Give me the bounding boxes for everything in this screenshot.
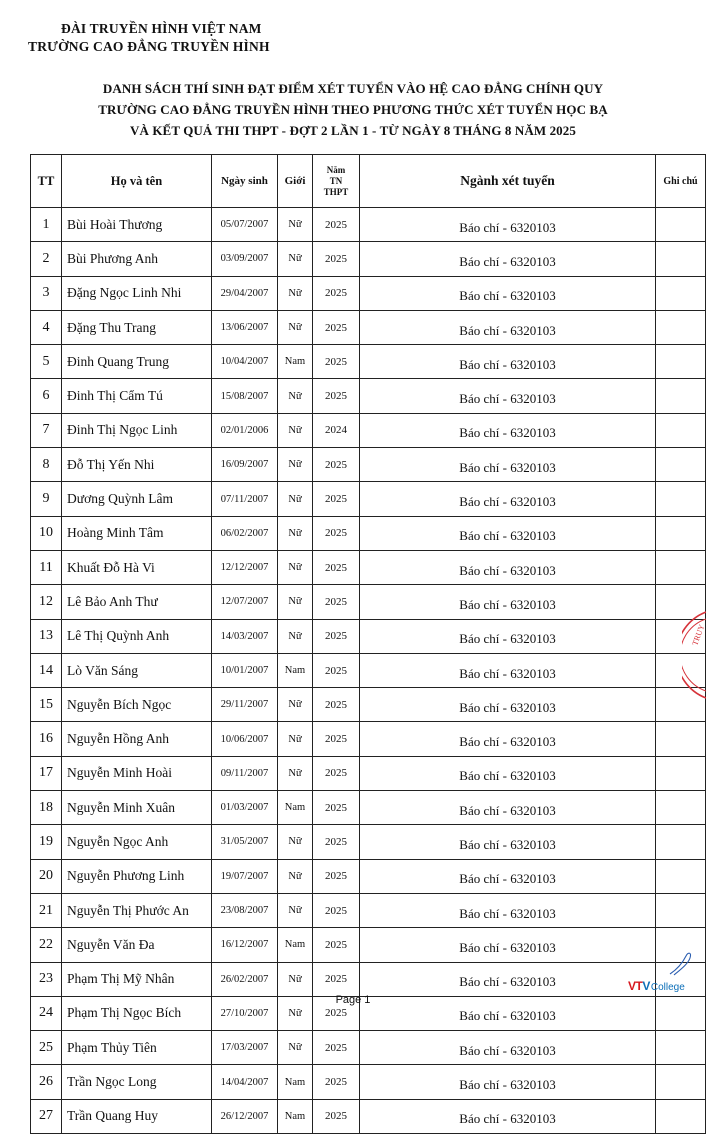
cell-name: Đinh Quang Trung: [62, 345, 212, 379]
cell-major: Báo chí - 6320103: [360, 242, 656, 276]
cell-note: [656, 859, 706, 893]
cell-name: Đặng Ngọc Linh Nhi: [62, 276, 212, 310]
cell-note: [656, 310, 706, 344]
cell-dob: 10/01/2007: [212, 653, 278, 687]
cell-major: Báo chí - 6320103: [360, 550, 656, 584]
cell-gender: Nữ: [278, 1031, 313, 1065]
title-line-1: DANH SÁCH THÍ SINH ĐẠT ĐIỂM XÉT TUYỂN VÀO HỆ CAO ĐẲNG CHÍNH QUY: [102, 81, 604, 96]
cell-gender: Nữ: [278, 482, 313, 516]
cell-dob: 13/06/2007: [212, 310, 278, 344]
cell-graduation-year: 2025: [313, 1065, 360, 1099]
page-number: Page 1: [335, 994, 371, 1006]
cell-graduation-year: 2025: [313, 585, 360, 619]
cell-tt: 12: [31, 585, 62, 619]
cell-note: [656, 345, 706, 379]
table-row: [31, 208, 706, 242]
cell-graduation-year: 2025: [313, 688, 360, 722]
table-row: [31, 756, 706, 790]
cell-graduation-year: 2025: [313, 893, 360, 927]
cell-major: Báo chí - 6320103: [360, 653, 656, 687]
table-row: [31, 893, 706, 927]
title-line-3: VÀ KẾT QUẢ THI THPT - ĐỢT 2 LẦN 1 - TỪ NGÀY 8 THÁNG 8 NĂM 2025: [130, 123, 576, 138]
cell-note: [656, 516, 706, 550]
cell-note: [656, 1099, 706, 1133]
cell-name: Nguyễn Văn Đa: [62, 928, 212, 962]
cell-name: Khuất Đỗ Hà Vi: [62, 550, 212, 584]
header-dob: Ngày sinh: [212, 155, 278, 208]
red-stamp: [682, 610, 706, 700]
cell-graduation-year: 2025: [313, 825, 360, 859]
cell-major: Báo chí - 6320103: [360, 1099, 656, 1133]
cell-gender: Nữ: [278, 208, 313, 242]
table-row: [31, 550, 706, 584]
cell-gender: Nữ: [278, 859, 313, 893]
vtv-college-logo: VT V College: [628, 979, 685, 993]
cell-tt: 9: [31, 482, 62, 516]
cell-graduation-year: 2025: [313, 448, 360, 482]
cell-graduation-year: 2025: [313, 962, 360, 996]
cell-major: Báo chí - 6320103: [360, 379, 656, 413]
cell-major: Báo chí - 6320103: [360, 962, 656, 996]
cell-tt: 6: [31, 379, 62, 413]
cell-gender: Nam: [278, 653, 313, 687]
cell-name: Nguyễn Minh Hoài: [62, 756, 212, 790]
table-row: [31, 653, 706, 687]
cell-gender: Nữ: [278, 448, 313, 482]
cell-dob: 29/04/2007: [212, 276, 278, 310]
cell-gender: Nữ: [278, 996, 313, 1030]
cell-graduation-year: 2025: [313, 619, 360, 653]
cell-note: [656, 791, 706, 825]
cell-major: Báo chí - 6320103: [360, 208, 656, 242]
cell-major: Báo chí - 6320103: [360, 756, 656, 790]
cell-graduation-year: 2025: [313, 756, 360, 790]
cell-name: Bùi Phương Anh: [62, 242, 212, 276]
cell-tt: 25: [31, 1031, 62, 1065]
cell-gender: Nữ: [278, 242, 313, 276]
cell-gender: Nữ: [278, 722, 313, 756]
table-row: [31, 448, 706, 482]
cell-major: Báo chí - 6320103: [360, 722, 656, 756]
cell-name: Lê Bảo Anh Thư: [62, 585, 212, 619]
cell-dob: 16/09/2007: [212, 448, 278, 482]
cell-dob: 26/12/2007: [212, 1099, 278, 1133]
table-row: [31, 379, 706, 413]
cell-dob: 31/05/2007: [212, 825, 278, 859]
cell-dob: 17/03/2007: [212, 1031, 278, 1065]
cell-tt: 1: [31, 208, 62, 242]
document-title: [0, 78, 706, 141]
cell-note: [656, 242, 706, 276]
cell-tt: 14: [31, 653, 62, 687]
cell-note: [656, 1031, 706, 1065]
org-name-parent: ĐÀI TRUYỀN HÌNH VIỆT NAM: [61, 21, 262, 36]
stamp-text: TRUY: [690, 623, 706, 647]
cell-gender: Nam: [278, 1099, 313, 1133]
org-name-school: TRƯỜNG CAO ĐẲNG TRUYỀN HÌNH: [28, 39, 270, 54]
cell-name: Trần Ngọc Long: [62, 1065, 212, 1099]
cell-graduation-year: 2025: [313, 276, 360, 310]
cell-tt: 18: [31, 791, 62, 825]
cell-graduation-year: 2025: [313, 1099, 360, 1133]
cell-gender: Nữ: [278, 585, 313, 619]
cell-tt: 13: [31, 619, 62, 653]
cell-graduation-year: 2025: [313, 345, 360, 379]
cell-gender: Nữ: [278, 379, 313, 413]
table-row: [31, 345, 706, 379]
cell-graduation-year: 2025: [313, 859, 360, 893]
cell-major: Báo chí - 6320103: [360, 413, 656, 447]
cell-major: Báo chí - 6320103: [360, 585, 656, 619]
cell-dob: 23/08/2007: [212, 893, 278, 927]
table-row: [31, 928, 706, 962]
table-row: [31, 585, 706, 619]
cell-dob: 16/12/2007: [212, 928, 278, 962]
table-row: [31, 516, 706, 550]
cell-major: Báo chí - 6320103: [360, 619, 656, 653]
cell-tt: 17: [31, 756, 62, 790]
table-row: [31, 722, 706, 756]
cell-note: [656, 756, 706, 790]
cell-tt: 16: [31, 722, 62, 756]
table-row: [31, 482, 706, 516]
cell-gender: Nữ: [278, 893, 313, 927]
cell-graduation-year: 2025: [313, 550, 360, 584]
cell-dob: 09/11/2007: [212, 756, 278, 790]
cell-dob: 10/04/2007: [212, 345, 278, 379]
title-line-2: TRƯỜNG CAO ĐẲNG TRUYỀN HÌNH THEO PHƯƠNG THỨC XÉT TUYỂN HỌC BẠ: [98, 102, 608, 117]
cell-major: Báo chí - 6320103: [360, 448, 656, 482]
table-row: [31, 688, 706, 722]
cell-note: [656, 893, 706, 927]
cell-tt: 20: [31, 859, 62, 893]
cell-note: [656, 550, 706, 584]
cell-note: [656, 722, 706, 756]
cell-gender: Nữ: [278, 276, 313, 310]
cell-major: Báo chí - 6320103: [360, 825, 656, 859]
cell-name: Đỗ Thị Yến Nhi: [62, 448, 212, 482]
cell-tt: 10: [31, 516, 62, 550]
cell-dob: 06/02/2007: [212, 516, 278, 550]
cell-tt: 19: [31, 825, 62, 859]
cell-gender: Nữ: [278, 688, 313, 722]
cell-name: Nguyễn Minh Xuân: [62, 791, 212, 825]
cell-note: [656, 413, 706, 447]
header-major: Ngành xét tuyển: [360, 155, 656, 208]
table-row: [31, 825, 706, 859]
header-tt: TT: [31, 155, 62, 208]
cell-note: [656, 825, 706, 859]
cell-gender: Nữ: [278, 619, 313, 653]
header-note: Ghi chú: [656, 155, 706, 208]
cell-graduation-year: 2025: [313, 722, 360, 756]
cell-major: Báo chí - 6320103: [360, 345, 656, 379]
table-row: [31, 619, 706, 653]
cell-graduation-year: 2025: [313, 928, 360, 962]
cell-dob: 14/04/2007: [212, 1065, 278, 1099]
cell-major: Báo chí - 6320103: [360, 893, 656, 927]
cell-name: Hoàng Minh Tâm: [62, 516, 212, 550]
cell-name: Phạm Thủy Tiên: [62, 1031, 212, 1065]
table-row: [31, 310, 706, 344]
cell-name: Đặng Thu Trang: [62, 310, 212, 344]
cell-gender: Nữ: [278, 825, 313, 859]
cell-note: [656, 379, 706, 413]
cell-dob: 07/11/2007: [212, 482, 278, 516]
cell-name: Đinh Thị Ngọc Linh: [62, 413, 212, 447]
cell-gender: Nữ: [278, 413, 313, 447]
cell-tt: 15: [31, 688, 62, 722]
cell-tt: 8: [31, 448, 62, 482]
cell-note: [656, 1065, 706, 1099]
cell-graduation-year: 2025: [313, 379, 360, 413]
candidate-table: [30, 154, 706, 1134]
cell-name: Nguyễn Thị Phước An: [62, 893, 212, 927]
table-row: [31, 1065, 706, 1099]
cell-major: Báo chí - 6320103: [360, 482, 656, 516]
cell-major: Báo chí - 6320103: [360, 859, 656, 893]
cell-name: Bùi Hoài Thương: [62, 208, 212, 242]
cell-note: [656, 276, 706, 310]
cell-major: Báo chí - 6320103: [360, 1031, 656, 1065]
cell-tt: 24: [31, 996, 62, 1030]
cell-name: Nguyễn Hồng Anh: [62, 722, 212, 756]
cell-graduation-year: 2025: [313, 516, 360, 550]
cell-major: Báo chí - 6320103: [360, 791, 656, 825]
cell-dob: 02/01/2006: [212, 413, 278, 447]
cell-gender: Nam: [278, 345, 313, 379]
cell-dob: 03/09/2007: [212, 242, 278, 276]
cell-dob: 15/08/2007: [212, 379, 278, 413]
cell-graduation-year: 2025: [313, 653, 360, 687]
table-row: [31, 1099, 706, 1133]
cell-graduation-year: 2025: [313, 996, 360, 1030]
cell-graduation-year: 2025: [313, 242, 360, 276]
cell-major: Báo chí - 6320103: [360, 996, 656, 1030]
cell-graduation-year: 2025: [313, 1031, 360, 1065]
cell-tt: 3: [31, 276, 62, 310]
cell-dob: 12/07/2007: [212, 585, 278, 619]
cell-tt: 21: [31, 893, 62, 927]
cell-gender: Nữ: [278, 516, 313, 550]
signature-mark: [668, 948, 696, 978]
cell-tt: 27: [31, 1099, 62, 1133]
cell-note: [656, 448, 706, 482]
table-row: [31, 962, 706, 996]
cell-gender: Nữ: [278, 310, 313, 344]
cell-tt: 2: [31, 242, 62, 276]
cell-dob: 19/07/2007: [212, 859, 278, 893]
cell-name: Nguyễn Ngọc Anh: [62, 825, 212, 859]
cell-dob: 12/12/2007: [212, 550, 278, 584]
cell-dob: 29/11/2007: [212, 688, 278, 722]
header-graduation-year: Năm TN THPT: [313, 155, 360, 208]
cell-gender: Nữ: [278, 756, 313, 790]
cell-tt: 7: [31, 413, 62, 447]
document-header: [28, 20, 270, 56]
cell-dob: 27/10/2007: [212, 996, 278, 1030]
cell-note: [656, 482, 706, 516]
table-header-row: [31, 155, 706, 208]
cell-graduation-year: 2025: [313, 310, 360, 344]
cell-dob: 26/02/2007: [212, 962, 278, 996]
cell-graduation-year: 2025: [313, 482, 360, 516]
cell-name: Đinh Thị Cẩm Tú: [62, 379, 212, 413]
cell-name: Phạm Thị Ngọc Bích: [62, 996, 212, 1030]
cell-tt: 4: [31, 310, 62, 344]
cell-major: Báo chí - 6320103: [360, 310, 656, 344]
table-row: [31, 859, 706, 893]
cell-dob: 01/03/2007: [212, 791, 278, 825]
header-gender: Giới: [278, 155, 313, 208]
cell-gender: Nam: [278, 928, 313, 962]
cell-name: Nguyễn Bích Ngọc: [62, 688, 212, 722]
cell-dob: 10/06/2007: [212, 722, 278, 756]
cell-major: Báo chí - 6320103: [360, 688, 656, 722]
cell-gender: Nam: [278, 1065, 313, 1099]
cell-tt: 5: [31, 345, 62, 379]
cell-name: Phạm Thị Mỹ Nhân: [62, 962, 212, 996]
cell-name: Nguyễn Phương Linh: [62, 859, 212, 893]
cell-name: Lê Thị Quỳnh Anh: [62, 619, 212, 653]
table-row: [31, 276, 706, 310]
cell-name: Trần Quang Huy: [62, 1099, 212, 1133]
cell-name: Dương Quỳnh Lâm: [62, 482, 212, 516]
table-row: [31, 242, 706, 276]
cell-gender: Nam: [278, 791, 313, 825]
cell-tt: 26: [31, 1065, 62, 1099]
cell-major: Báo chí - 6320103: [360, 516, 656, 550]
table-row: [31, 1031, 706, 1065]
cell-name: Lò Văn Sáng: [62, 653, 212, 687]
cell-tt: 23: [31, 962, 62, 996]
cell-major: Báo chí - 6320103: [360, 928, 656, 962]
cell-graduation-year: 2024: [313, 413, 360, 447]
header-name: Họ và tên: [62, 155, 212, 208]
table-row: [31, 413, 706, 447]
cell-major: Báo chí - 6320103: [360, 276, 656, 310]
table-row: [31, 791, 706, 825]
cell-graduation-year: 2025: [313, 208, 360, 242]
cell-dob: 05/07/2007: [212, 208, 278, 242]
cell-major: Báo chí - 6320103: [360, 1065, 656, 1099]
cell-tt: 11: [31, 550, 62, 584]
cell-gender: Nữ: [278, 962, 313, 996]
cell-graduation-year: 2025: [313, 791, 360, 825]
cell-note: [656, 208, 706, 242]
cell-tt: 22: [31, 928, 62, 962]
cell-dob: 14/03/2007: [212, 619, 278, 653]
cell-gender: Nữ: [278, 550, 313, 584]
